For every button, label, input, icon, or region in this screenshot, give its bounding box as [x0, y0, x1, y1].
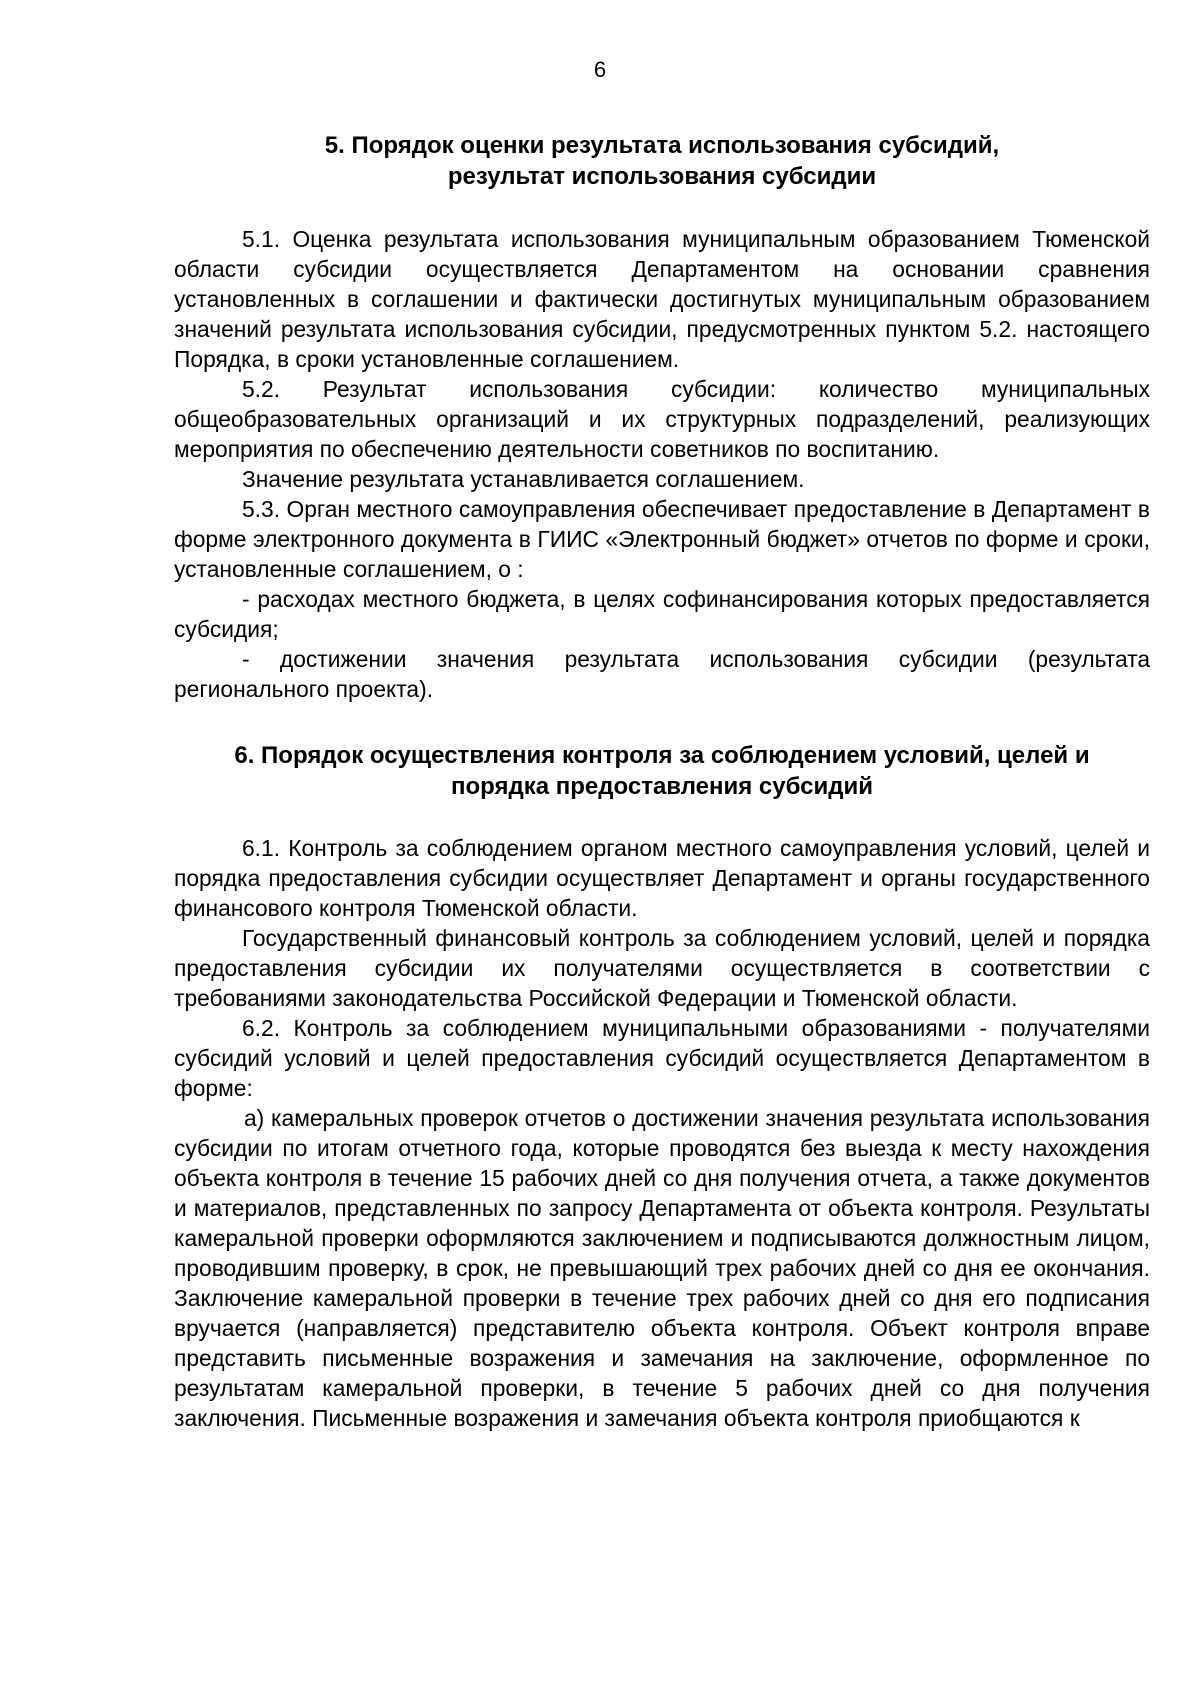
paragraph-6-2-a: а) камеральных проверок отчетов о достижении значения результата использования субсидии по итогам отчетного года, которые проводятся без выезда к месту нахождения объекта контроля в течение 15 рабочих дней со дня получения отчета, а также документов и материалов, представленных по запросу Департамента от объекта контроля. Результаты камеральной проверки оформляются заключением и подписываются должностным лицом, проводившим проверку, в срок, не превышающий трех рабочих дней со дня ее окончания. Заключение камеральной проверки в течение трех рабочих дней со дня его подписания вручается (направляется) представителю объекта контроля. Объект контроля вправе представить письменные возражения и замечания на заключение, оформленное по результатам камеральной проверки, в течение 5 рабочих дней со дня получения заключения. Письменные возражения и замечания объекта контроля приобщаются к: [174, 1105, 1150, 1431]
section-5-heading: [174, 130, 1150, 192]
paragraph-5-2: 5.2. Результат использования субсидии: количество муниципальных общеобразовательных организаций и их структурных подразделений, реализующих мероприятия по обеспечению деятельности советников по воспитанию.: [174, 376, 1150, 462]
list-item-result-achievement: - достижении значения результата использования субсидии (результата регионального проекта).: [174, 646, 1150, 702]
list-item-local-budget-expenses: - расходах местного бюджета, в целях софинансирования которых предоставляется субсидия;: [174, 586, 1150, 642]
section-6-heading-line-1: 6. Порядок осуществления контроля за соблюдением условий, целей и: [234, 742, 1090, 769]
page-number: 6: [593, 57, 607, 82]
section-5-heading-line-2: результат использования субсидии: [447, 163, 877, 190]
section-5-heading-line-1: 5. Порядок оценки результата использования субсидий,: [324, 132, 1000, 159]
paragraph-5-3: 5.3. Орган местного самоуправления обеспечивает предоставление в Департамент в форме электронного документа в ГИИС «Электронный бюджет» отчетов по форме и сроки, установленные соглашением, о :: [174, 496, 1150, 582]
section-6-heading-line-2: порядка предоставления субсидий: [451, 773, 873, 800]
document-body: [174, 130, 1150, 1433]
paragraph-6-1: 6.1. Контроль за соблюдением органом местного самоуправления условий, целей и порядка предоставления субсидии осуществляет Департамент и органы государственного финансового контроля Тюменской области.: [174, 835, 1150, 921]
paragraph-6-2: 6.2. Контроль за соблюдением муниципальными образованиями - получателями субсидий условий и целей предоставления субсидий осуществляется Департаментом в форме:: [174, 1015, 1150, 1101]
paragraph-6-1-state-control: Государственный финансовый контроль за соблюдением условий, целей и порядка предоставления субсидии их получателями осуществляется в соответствии с требованиями законодательства Российской Федерации и Тюменской области.: [174, 925, 1150, 1011]
section-6-heading: [174, 740, 1150, 802]
paragraph-5-1: 5.1. Оценка результата использования муниципальным образованием Тюменской области субсидии осуществляется Департаментом на основании сравнения установленных в соглашении и фактически достигнутых муниципальным образованием значений результата использования субсидии, предусмотренных пунктом 5.2. настоящего Порядка, в сроки установленные соглашением.: [174, 226, 1150, 372]
paragraph-5-2-value: Значение результата устанавливается соглашением.: [242, 466, 805, 492]
